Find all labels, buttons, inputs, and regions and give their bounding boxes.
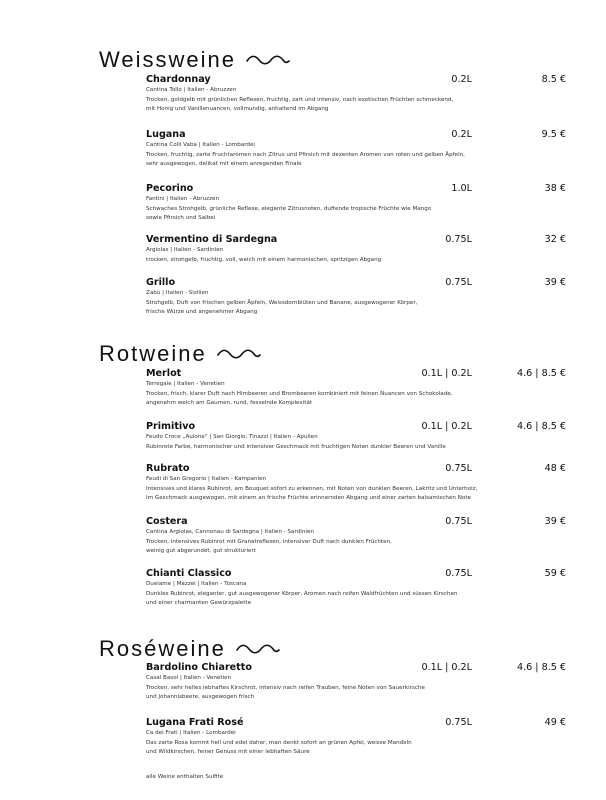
wine-name: Primitivo bbox=[146, 421, 196, 432]
wine-description-line: Trocken, goldgelb mit grünlichen Reflexen, fruchtig, zart und intensiv, nach exotischen Früchten schmeckend, bbox=[146, 96, 454, 103]
wine-price: 9.5 € bbox=[541, 129, 566, 140]
wine-description-line: sowie Pfirsich und Salbei bbox=[146, 215, 216, 222]
wine-item bbox=[146, 367, 566, 409]
wine-description-line: Dunkles Rubinrot, eleganter, gut ausgewogener Körper, Aromen nach reifen Waldfrüchten und süssen Kirschen bbox=[146, 590, 458, 597]
wine-price: 8.5 € bbox=[541, 74, 566, 85]
wine-size: 0.75L bbox=[445, 717, 472, 728]
wine-item bbox=[146, 276, 566, 318]
wine-item bbox=[146, 716, 566, 758]
wine-origin: Ca dei Frati | Italien - Lombardei bbox=[146, 730, 236, 736]
wine-description-line: trocken, strohgelb, fruchtig, voll, weich mit einem harmonischen, spritzigen Abgang bbox=[146, 256, 382, 263]
wine-description-line: und einer charmanten Gewürzpalette bbox=[146, 600, 252, 607]
section-title-0 bbox=[99, 47, 290, 73]
wine-description-line: frische Würze und angenehmer Abgang bbox=[146, 309, 258, 316]
sulfite-footnote: alle Weine enthalten Sulfite bbox=[146, 774, 224, 780]
wine-price: 39 € bbox=[544, 516, 566, 527]
wine-size: 0.75L bbox=[445, 234, 472, 245]
section-title-2 bbox=[99, 636, 280, 662]
wine-description-line: weinig gut abgerundet, gut strukturiert bbox=[146, 548, 256, 555]
wine-description-line: Das zarte Rosa kommt hell und edel daher, man denkt sofort an grünen Apfel, weisse Mandeln bbox=[146, 739, 412, 746]
section-title-text: Rotweine bbox=[99, 341, 207, 366]
wine-price: 4.6 | 8.5 € bbox=[517, 368, 566, 379]
wine-origin: Cantina Colli Vaba | Italien - Lombardei bbox=[146, 142, 255, 148]
wine-description-line: angenehm weich am Gaumen, rund, fesselnde Komplexität bbox=[146, 400, 313, 407]
wine-item bbox=[146, 182, 566, 224]
wine-origin: Feudi di San Gregorio | Italien - Kampanien bbox=[146, 476, 267, 482]
wine-origin: Duelame | Mazzei | Italien - Toscana bbox=[146, 581, 247, 587]
wine-name: Bardolino Chiaretto bbox=[146, 662, 252, 673]
wine-description-line: mit Honig und Vanillenuancen, vollmundig, anhaltend im Abgang bbox=[146, 106, 329, 113]
wine-item bbox=[146, 128, 566, 170]
wine-origin: Casal Basol | Italien - Venetien bbox=[146, 675, 232, 681]
wine-size: 0.2L bbox=[451, 74, 472, 85]
wine-description-line: Rubinrote Farbe, harmonischer und intensiver Geschmack mit fruchtigen Noten dunkler Beeren und Vanille bbox=[146, 443, 446, 450]
wine-name: Lugana bbox=[146, 129, 186, 140]
wine-origin: Cantina Tollo | Italien - Abruzzen bbox=[146, 87, 237, 93]
wine-item bbox=[146, 462, 566, 504]
wave-icon bbox=[217, 349, 261, 359]
wine-item bbox=[146, 567, 566, 609]
wine-size: 0.75L bbox=[445, 516, 472, 527]
section-title-text: Roséweine bbox=[99, 636, 226, 661]
wave-icon bbox=[246, 55, 290, 65]
wine-description-line: Im Geschmack ausgewogen, mit einem an frische Früchte erinnernden Abgang und einer zarten balsamischen Note bbox=[146, 495, 471, 502]
wine-description-line: Trocken, fruchtig, zarte Fruchtaromen nach Zitrus und Pfirsich mit dezenten Aromen von roten und gelben Äpfeln, bbox=[146, 151, 465, 158]
wine-description-line: sehr ausgewogen, delikat mit einem anregenden Finale bbox=[146, 161, 302, 168]
wine-description-line: Strohgelb, Duft von frischen gelben Äpfeln, Weissdornblüten und Banane, ausgewogener Körper, bbox=[146, 299, 418, 306]
wine-size: 0.75L bbox=[445, 463, 472, 474]
wine-name: Vermentino di Sardegna bbox=[146, 234, 278, 245]
wine-name: Merlot bbox=[146, 368, 182, 379]
section-title-text: Weissweine bbox=[99, 47, 236, 72]
wine-size: 1.0L bbox=[451, 183, 472, 194]
wine-price: 4.6 | 8.5 € bbox=[517, 421, 566, 432]
wine-item bbox=[146, 420, 566, 452]
wine-price: 39 € bbox=[544, 277, 566, 288]
wine-description-line: Intensives und klares Rubinrot, am Bouquet sofort zu erkennen, mit Noten von dunklen Beeren, Lakritz und Unterholz, bbox=[146, 485, 478, 492]
wine-origin: Zabu | Italien - Sizilien bbox=[146, 290, 209, 296]
wine-description-line: Trocken, intensives Rubinrot mit Granatreflexen, intensiver Duft nach dunklen Früchten, bbox=[146, 538, 392, 545]
wine-name: Grillo bbox=[146, 277, 176, 288]
wine-item bbox=[146, 661, 566, 703]
wine-price: 38 € bbox=[544, 183, 566, 194]
wine-name: Pecorino bbox=[146, 183, 194, 194]
wine-size: 0.75L bbox=[445, 568, 472, 579]
wine-name: Rubrato bbox=[146, 463, 190, 474]
wine-name: Lugana Frati Rosé bbox=[146, 717, 244, 728]
wine-description-line: Trocken, sehr helles lebhaftes Kirschrot, intensiv nach reifen Trauben, feine Noten von Sauerkirsche bbox=[146, 684, 425, 691]
wine-price: 59 € bbox=[544, 568, 566, 579]
wine-name: Chardonnay bbox=[146, 74, 211, 85]
wine-size: 0.2L bbox=[451, 129, 472, 140]
wine-price: 4.6 | 8.5 € bbox=[517, 662, 566, 673]
wine-description-line: Schwaches Strohgelb, grünliche Reflexe, elegante Zitrusnoten, duftende tropische Früchte wie Mango bbox=[146, 205, 432, 212]
wine-item bbox=[146, 515, 566, 557]
wine-description-line: und Johannisbeere, ausgewogen frisch bbox=[146, 694, 255, 701]
wine-price: 32 € bbox=[544, 234, 566, 245]
wine-description-line: Trocken, frisch, klarer Duft nach Himbeeren und Brombeeren kombiniert mit feinen Nuancen von Schokolade, bbox=[146, 390, 453, 397]
wine-origin: Fantini | Italien - Abruzzen bbox=[146, 196, 219, 202]
wine-size: 0.1L | 0.2L bbox=[421, 421, 472, 432]
wine-item bbox=[146, 73, 566, 115]
wine-size: 0.75L bbox=[445, 277, 472, 288]
wine-price: 49 € bbox=[544, 717, 566, 728]
wine-description-line: und Wildkirschen, feiner Genuss mit einer lebhaften Säure bbox=[146, 749, 310, 756]
section-title-1 bbox=[99, 341, 261, 367]
wine-size: 0.1L | 0.2L bbox=[421, 662, 472, 673]
wine-origin: Argiolas | Italien - Sardinien bbox=[146, 247, 224, 253]
wave-icon bbox=[236, 644, 280, 654]
wine-item bbox=[146, 233, 566, 265]
wine-origin: Feudo Croce „Aulone“ | San Giorgio, Tinazzi | Italien - Apulien bbox=[146, 434, 318, 440]
wine-size: 0.1L | 0.2L bbox=[421, 368, 472, 379]
wine-price: 48 € bbox=[544, 463, 566, 474]
wine-name: Costera bbox=[146, 516, 188, 527]
wine-name: Chianti Classico bbox=[146, 568, 232, 579]
wine-origin: Terregaie | Italien - Venetien bbox=[146, 381, 225, 387]
wine-origin: Cantina Argiolas, Cannonau di Sardegna | Italien - Sardinien bbox=[146, 529, 314, 535]
